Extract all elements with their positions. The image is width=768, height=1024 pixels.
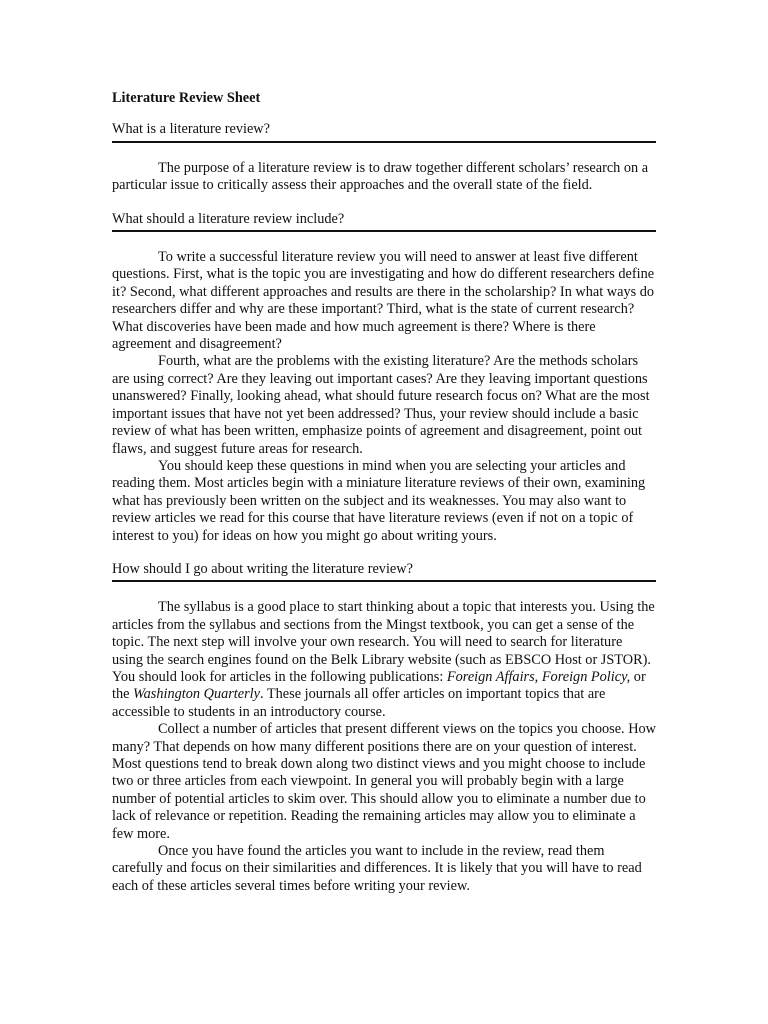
- paragraph: The purpose of a literature review is to draw together different scholars’ research on a particular issue to critically assess their approaches and the overall state of the field.: [112, 159, 649, 194]
- paragraph: You should keep these questions in mind when you are selecting your articles and reading them. Most articles begin with a miniature literature reviews of their own, examining what has previously been written on the subject and its weaknesses. You may also want to review articles we read for this course that have literature reviews (even if not on a topic of interest to you) for ideas on how you might go about writing yours.: [112, 457, 646, 544]
- section-heading: How should I go about writing the literature review?: [112, 561, 656, 582]
- paragraph: To write a successful literature review you will need to answer at least five different questions. First, what is the topic you are investigating and how do different researchers define it? Second, what different approaches and results are there in the scholarship? In what ways do researchers differ and why are these important? Third, what is the state of current research? What discoveries have been made and how much agreement is there? Where is there agreement and disagreement?: [112, 249, 655, 353]
- paragraph: Once you have found the articles you want to include in the review, read them carefully and focus on their similarities and differences. It is likely that you will have to read each of these articles several times before writing your review.: [112, 843, 642, 894]
- paragraph-text: The syllabus is a good place to start thinking about a topic that interests you. Using the articles from the syllabus and sections from the Mingst textbook, you can get a sense of the topic. The next step will involve your own research. You will need to search for literature using the search engines found on the Belk Library website (such as EBSCO Host or JSTOR). You should look for articles in the following publications:: [112, 599, 655, 685]
- section-what-include: [112, 211, 656, 545]
- journal-name: Washington Quarterly: [133, 686, 261, 703]
- section-body: [112, 249, 656, 545]
- paragraph-text: . These journals all offer articles on important topics that are accessible to students in an introductory course.: [112, 686, 606, 720]
- paragraph-text: or the: [112, 668, 646, 703]
- paragraph: Collect a number of articles that present different views on the topics you choose. How many? That depends on how many different positions there are on your question of interest. Most questions tend to break down along two distinct views and you might choose to include two or three articles from each viewpoint. In general you will probably begin with a large number of potential articles to skim over. This should allow you to eliminate a number due to lack of relevance or repetition. Reading the remaining articles may allow you to eliminate a few more.: [112, 721, 657, 842]
- section-what-is: [112, 121, 656, 194]
- section-heading: What is a literature review?: [112, 121, 656, 142]
- section-body: [112, 599, 656, 895]
- paragraph: Fourth, what are the problems with the existing literature? Are the methods scholars are using correct? Are they leaving out important cases? Are they leaving important questions unanswered? Finally, looking ahead, what should future research focus on? What are the most important issues that have not yet been addressed? Thus, your review should include a basic review of what has been written, emphasize points of agreement and disagreement, point out flaws, and suggest future areas for research.: [112, 353, 650, 457]
- section-heading: What should a literature review include?: [112, 211, 656, 232]
- section-body: [112, 160, 656, 195]
- section-how-write: [112, 561, 656, 895]
- paragraph: [112, 599, 656, 721]
- document-page: [112, 90, 656, 895]
- document-title: Literature Review Sheet: [112, 90, 261, 106]
- journal-names: Foreign Affairs, Foreign Policy,: [446, 668, 631, 685]
